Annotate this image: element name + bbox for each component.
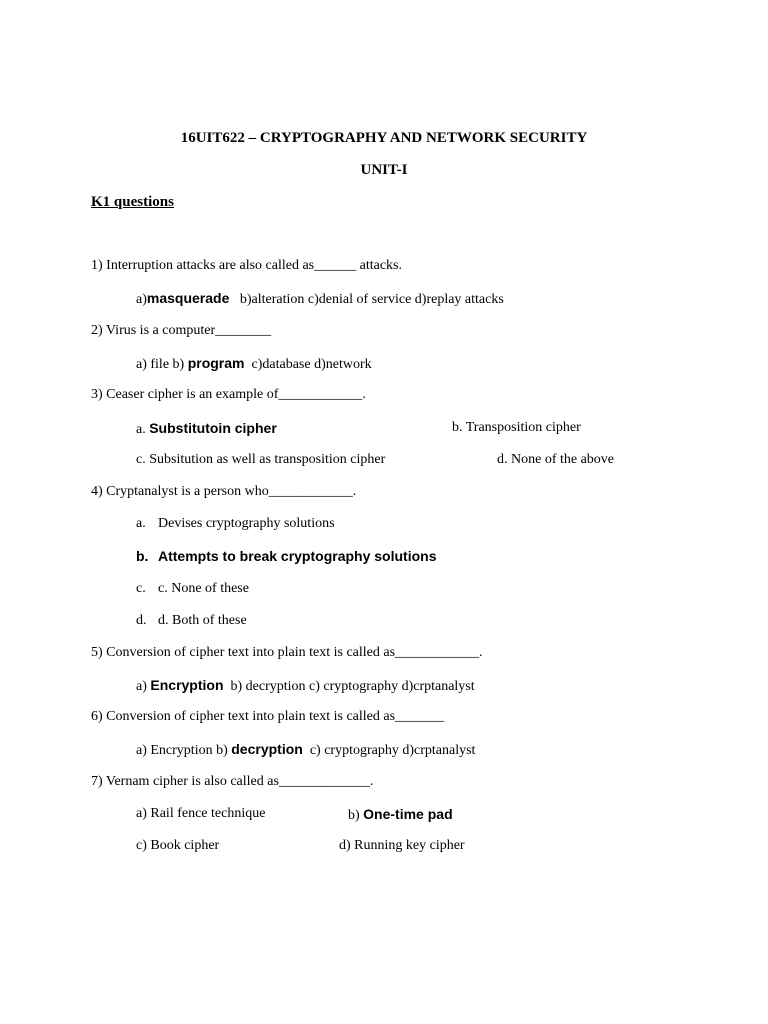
answer-4: Attempts to break cryptography solutions [158,548,437,564]
question-7-option-a: a) Rail fence technique [136,806,266,821]
question-4-option-c [136,580,249,598]
list-marker: b. [136,548,149,564]
option-rest: c)database d)network [251,357,372,372]
option-pre: a) Encryption b) [136,743,232,758]
answer-7: One-time pad [363,806,453,822]
option-pre: a) file b) [136,357,188,372]
question-4-option-d [136,612,247,630]
list-marker: a. [136,516,146,531]
question-7-option-c: c) Book cipher [136,838,220,853]
question-1: 1) Interruption attacks are also called as______ attacks. [91,258,402,273]
question-3-option-d: d. None of the above [497,452,615,467]
question-6: 6) Conversion of cipher text into plain text is called as_______ [91,709,445,724]
question-7-option-d: d) Running key cipher [339,838,465,853]
option-prefix: b) [348,808,364,823]
question-4-option-b [136,547,436,565]
unit-heading: UNIT-I [360,162,408,178]
question-3-option-a [136,419,277,439]
question-2: 2) Virus is a computer________ [91,323,272,338]
answer-3: Substitutoin cipher [149,420,277,436]
option-text: d. Both of these [158,613,247,628]
answer-1: masquerade [146,290,230,306]
option-prefix: a) [136,292,147,307]
question-7-option-b [348,805,453,825]
answer-5: Encryption [150,677,224,693]
question-3: 3) Ceaser cipher is an example of____________. [91,387,366,402]
option-rest: c) cryptography d)crptanalyst [309,743,476,758]
question-4: 4) Cryptanalyst is a person who____________. [91,484,357,499]
question-7: 7) Vernam cipher is also called as_____________. [91,774,374,789]
question-2-options [136,354,372,374]
question-1-options [136,289,504,309]
option-text: Devises cryptography solutions [158,516,335,531]
option-text: c. None of these [158,581,249,596]
list-marker: c. [136,581,146,596]
list-marker: d. [136,613,147,628]
option-rest: b)alteration c)denial of service d)replay attacks [239,292,504,307]
course-title: 16UIT622 – CRYPTOGRAPHY AND NETWORK SECURITY [180,130,588,146]
question-3-option-c: c. Subsitution as well as transposition cipher [136,452,386,467]
question-5-options [136,676,475,696]
question-6-options [136,740,475,760]
question-3-option-b: b. Transposition cipher [452,420,581,435]
question-5: 5) Conversion of cipher text into plain text is called as____________. [91,645,483,660]
section-heading: K1 questions [91,194,174,210]
question-4-option-a [136,515,335,533]
option-prefix: a. [136,422,150,437]
option-rest: b) decryption c) cryptography d)crptanalyst [230,679,475,694]
answer-6: decryption [231,741,303,757]
answer-2: program [187,355,245,371]
option-pre: a) [136,679,151,694]
